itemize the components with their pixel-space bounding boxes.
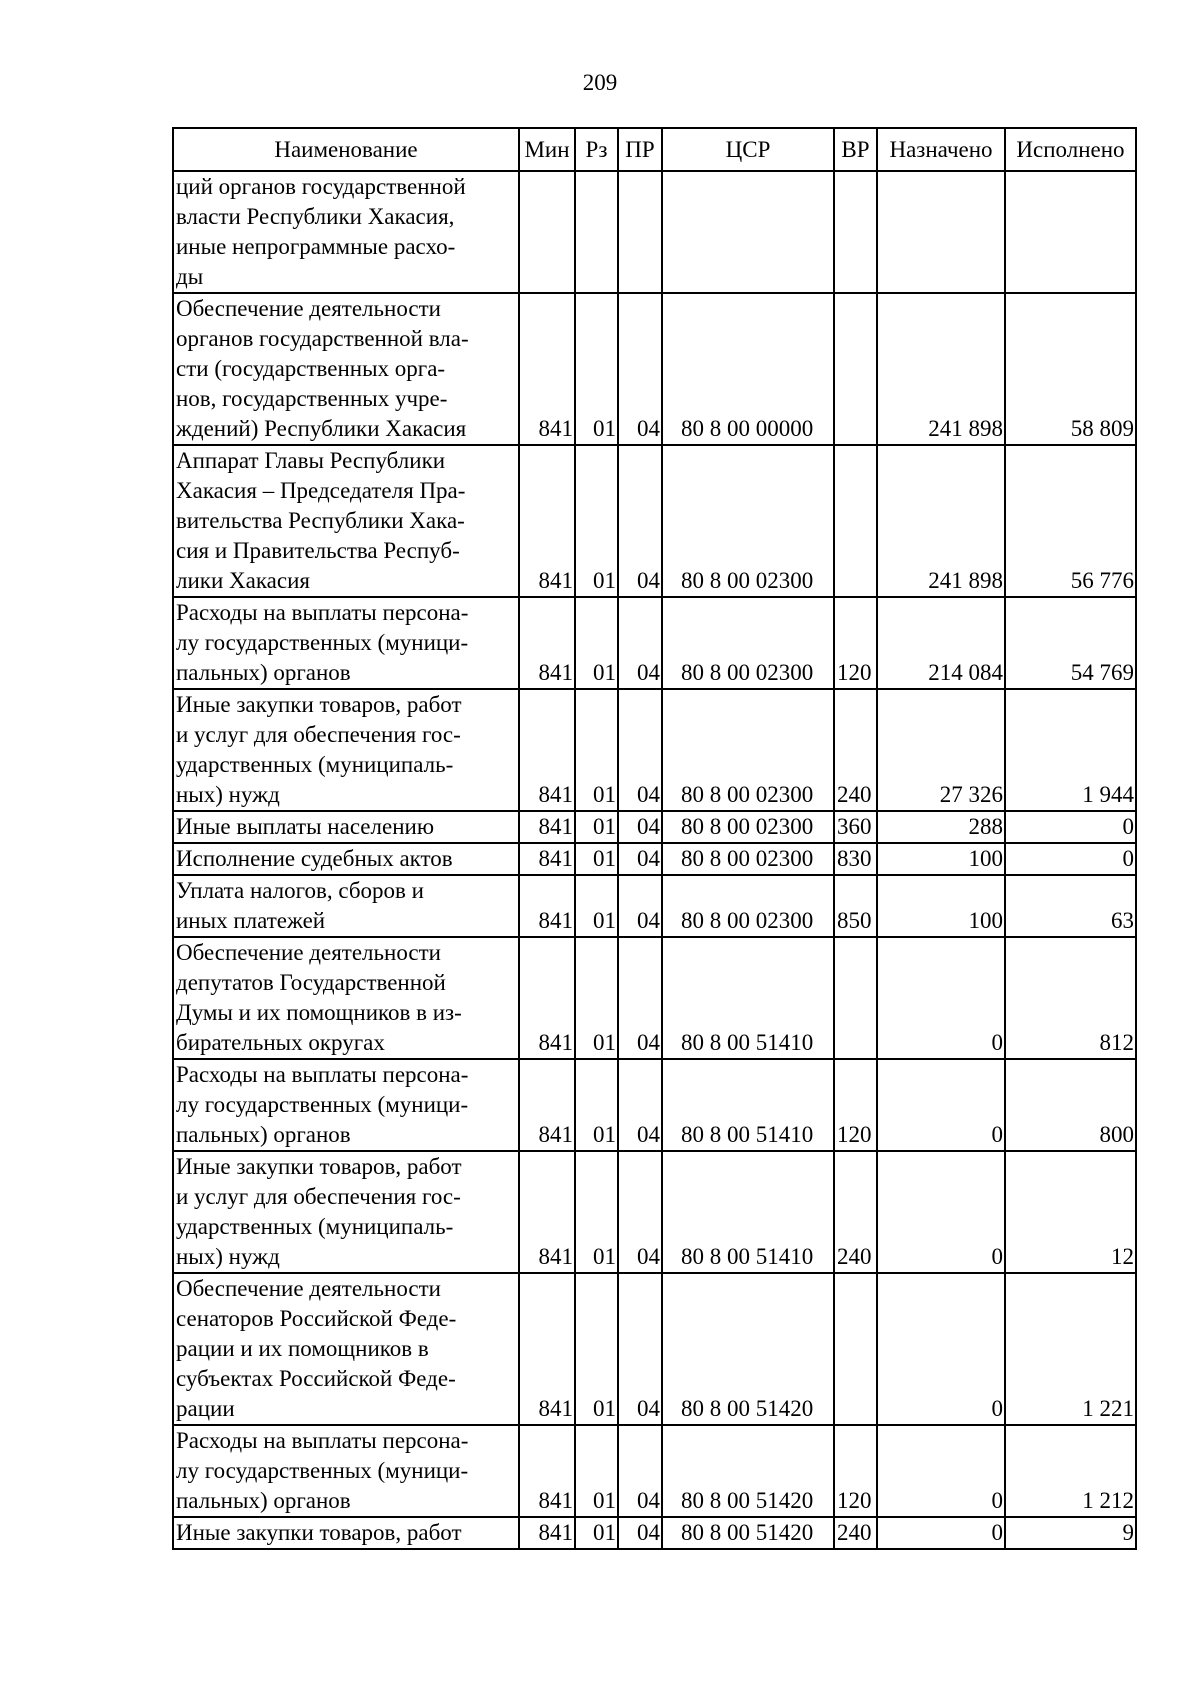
name-line: субъектах Российской Феде- (176, 1366, 456, 1391)
cell-rz: 01 (575, 1517, 618, 1549)
cell-name (173, 875, 519, 937)
name-line: пальных) органов (176, 1488, 351, 1513)
cell-csr: 80 8 00 02300 (662, 689, 834, 811)
cell-min (519, 171, 575, 293)
cell-vr (834, 171, 877, 293)
cell-rz: 01 (575, 597, 618, 689)
cell-name (173, 811, 519, 843)
name-line: Обеспечение деятельности (176, 296, 441, 321)
name-line: Иные закупки товаров, работ (176, 692, 462, 717)
cell-executed: 0 (1005, 811, 1136, 843)
cell-executed: 12 (1005, 1151, 1136, 1273)
cell-vr: 240 (834, 1151, 877, 1273)
cell-rz (575, 171, 618, 293)
name-line: пальных) органов (176, 660, 351, 685)
name-line: Обеспечение деятельности (176, 940, 441, 965)
cell-rz: 01 (575, 843, 618, 875)
cell-min: 841 (519, 1059, 575, 1151)
table-row (173, 1273, 1136, 1425)
budget-table (172, 127, 1137, 1550)
cell-assigned: 0 (877, 937, 1005, 1059)
name-line: иные непрограммные расхо- (176, 234, 456, 259)
cell-executed: 1 221 (1005, 1273, 1136, 1425)
header-executed: Исполнено (1005, 128, 1136, 171)
cell-pr: 04 (618, 293, 662, 445)
cell-executed: 9 (1005, 1517, 1136, 1549)
name-line: Расходы на выплаты персона- (176, 1428, 469, 1453)
cell-name (173, 597, 519, 689)
cell-assigned: 0 (877, 1059, 1005, 1151)
cell-executed: 56 776 (1005, 445, 1136, 597)
cell-rz: 01 (575, 937, 618, 1059)
cell-vr: 240 (834, 689, 877, 811)
cell-assigned: 100 (877, 843, 1005, 875)
name-line: Обеспечение деятельности (176, 1276, 441, 1301)
cell-executed: 800 (1005, 1059, 1136, 1151)
name-line: иных платежей (176, 908, 326, 933)
cell-min: 841 (519, 597, 575, 689)
header-name: Наименование (173, 128, 519, 171)
cell-csr (662, 171, 834, 293)
name-line: Иные закупки товаров, работ (176, 1154, 462, 1179)
name-line: сенаторов Российской Феде- (176, 1306, 457, 1331)
cell-pr: 04 (618, 1273, 662, 1425)
table-row (173, 171, 1136, 293)
cell-assigned: 241 898 (877, 445, 1005, 597)
table-row (173, 937, 1136, 1059)
name-line: сия и Правительства Респуб- (176, 538, 460, 563)
cell-csr: 80 8 00 02300 (662, 597, 834, 689)
cell-pr: 04 (618, 1425, 662, 1517)
cell-rz: 01 (575, 293, 618, 445)
cell-assigned: 214 084 (877, 597, 1005, 689)
cell-pr (618, 171, 662, 293)
cell-csr: 80 8 00 02300 (662, 445, 834, 597)
cell-executed: 54 769 (1005, 597, 1136, 689)
cell-pr: 04 (618, 689, 662, 811)
cell-vr: 240 (834, 1517, 877, 1549)
cell-name (173, 937, 519, 1059)
cell-csr: 80 8 00 51410 (662, 937, 834, 1059)
cell-min: 841 (519, 937, 575, 1059)
cell-csr: 80 8 00 51420 (662, 1273, 834, 1425)
name-line: лики Хакасия (176, 568, 310, 593)
name-line: ций органов государственной (176, 174, 466, 199)
name-line: вительства Республики Хака- (176, 508, 465, 533)
cell-name (173, 445, 519, 597)
name-line: ных) нужд (176, 782, 280, 807)
cell-min: 841 (519, 1425, 575, 1517)
cell-vr: 120 (834, 1425, 877, 1517)
cell-assigned: 100 (877, 875, 1005, 937)
cell-vr (834, 937, 877, 1059)
name-line: ударственных (муниципаль- (176, 1214, 454, 1239)
cell-name (173, 293, 519, 445)
cell-assigned: 241 898 (877, 293, 1005, 445)
cell-min: 841 (519, 811, 575, 843)
cell-name (173, 171, 519, 293)
cell-rz: 01 (575, 1425, 618, 1517)
name-line: Иные выплаты населению (176, 814, 434, 839)
table-row (173, 597, 1136, 689)
cell-executed: 1 944 (1005, 689, 1136, 811)
header-row (173, 128, 1136, 171)
cell-vr: 360 (834, 811, 877, 843)
header-csr: ЦСР (662, 128, 834, 171)
cell-min: 841 (519, 1517, 575, 1549)
name-line: Расходы на выплаты персона- (176, 1062, 469, 1087)
cell-pr: 04 (618, 811, 662, 843)
cell-min: 841 (519, 843, 575, 875)
cell-executed: 0 (1005, 843, 1136, 875)
cell-name (173, 1517, 519, 1549)
cell-csr: 80 8 00 51410 (662, 1059, 834, 1151)
cell-rz: 01 (575, 1059, 618, 1151)
name-line: бирательных округах (176, 1030, 385, 1055)
cell-rz: 01 (575, 1151, 618, 1273)
cell-name (173, 1151, 519, 1273)
cell-assigned: 0 (877, 1517, 1005, 1549)
cell-vr: 120 (834, 1059, 877, 1151)
cell-executed (1005, 171, 1136, 293)
name-line: ждений) Республики Хакасия (176, 416, 467, 441)
table-row (173, 689, 1136, 811)
name-line: Расходы на выплаты персона- (176, 600, 469, 625)
table-body (173, 171, 1136, 1549)
table-row (173, 1425, 1136, 1517)
cell-name (173, 1059, 519, 1151)
name-line: рации (176, 1396, 235, 1421)
cell-assigned: 0 (877, 1151, 1005, 1273)
cell-vr (834, 293, 877, 445)
cell-rz: 01 (575, 689, 618, 811)
name-line: Хакасия – Председателя Пра- (176, 478, 466, 503)
table-row (173, 811, 1136, 843)
name-line: Исполнение судебных актов (176, 846, 453, 871)
cell-csr: 80 8 00 02300 (662, 811, 834, 843)
cell-executed: 812 (1005, 937, 1136, 1059)
cell-pr: 04 (618, 597, 662, 689)
cell-vr: 120 (834, 597, 877, 689)
name-line: сти (государственных орга- (176, 356, 446, 381)
cell-pr: 04 (618, 1059, 662, 1151)
name-line: Иные закупки товаров, работ (176, 1520, 462, 1545)
cell-assigned: 0 (877, 1425, 1005, 1517)
name-line: рации и их помощников в (176, 1336, 429, 1361)
name-line: лу государственных (муници- (176, 1458, 469, 1483)
name-line: власти Республики Хакасия, (176, 204, 455, 229)
cell-rz: 01 (575, 811, 618, 843)
cell-name (173, 843, 519, 875)
name-line: Аппарат Главы Республики (176, 448, 446, 473)
cell-pr: 04 (618, 1517, 662, 1549)
cell-pr: 04 (618, 445, 662, 597)
cell-csr: 80 8 00 51420 (662, 1517, 834, 1549)
cell-vr (834, 445, 877, 597)
cell-name (173, 1273, 519, 1425)
cell-pr: 04 (618, 843, 662, 875)
cell-assigned: 288 (877, 811, 1005, 843)
cell-executed: 58 809 (1005, 293, 1136, 445)
table-row (173, 875, 1136, 937)
name-line: ды (176, 264, 204, 289)
cell-executed: 1 212 (1005, 1425, 1136, 1517)
name-line: Думы и их помощников в из- (176, 1000, 462, 1025)
cell-min: 841 (519, 293, 575, 445)
table-row (173, 445, 1136, 597)
cell-csr: 80 8 00 02300 (662, 875, 834, 937)
name-line: депутатов Государственной (176, 970, 446, 995)
cell-assigned (877, 171, 1005, 293)
cell-csr: 80 8 00 51420 (662, 1425, 834, 1517)
cell-vr: 850 (834, 875, 877, 937)
cell-min: 841 (519, 1273, 575, 1425)
name-line: органов государственной вла- (176, 326, 469, 351)
name-line: лу государственных (муници- (176, 630, 469, 655)
cell-vr (834, 1273, 877, 1425)
name-line: нов, государственных учре- (176, 386, 448, 411)
name-line: ударственных (муниципаль- (176, 752, 454, 777)
cell-csr: 80 8 00 51410 (662, 1151, 834, 1273)
cell-rz: 01 (575, 445, 618, 597)
table-row (173, 293, 1136, 445)
name-line: пальных) органов (176, 1122, 351, 1147)
header-pr: ПР (618, 128, 662, 171)
name-line: Уплата налогов, сборов и (176, 878, 424, 903)
cell-name (173, 1425, 519, 1517)
name-line: ных) нужд (176, 1244, 280, 1269)
page-number: 209 (582, 70, 618, 95)
cell-vr: 830 (834, 843, 877, 875)
cell-pr: 04 (618, 875, 662, 937)
cell-csr: 80 8 00 02300 (662, 843, 834, 875)
cell-assigned: 27 326 (877, 689, 1005, 811)
cell-min: 841 (519, 875, 575, 937)
cell-csr: 80 8 00 00000 (662, 293, 834, 445)
header-min: Мин (519, 128, 575, 171)
header-vr: ВР (834, 128, 877, 171)
cell-name (173, 689, 519, 811)
cell-min: 841 (519, 1151, 575, 1273)
table-row (173, 1059, 1136, 1151)
table-row (173, 1517, 1136, 1549)
name-line: и услуг для обеспечения гос- (176, 722, 461, 747)
cell-min: 841 (519, 445, 575, 597)
cell-min: 841 (519, 689, 575, 811)
cell-rz: 01 (575, 1273, 618, 1425)
name-line: лу государственных (муници- (176, 1092, 469, 1117)
cell-rz: 01 (575, 875, 618, 937)
cell-executed: 63 (1005, 875, 1136, 937)
table-row (173, 1151, 1136, 1273)
name-line: и услуг для обеспечения гос- (176, 1184, 461, 1209)
cell-assigned: 0 (877, 1273, 1005, 1425)
cell-pr: 04 (618, 937, 662, 1059)
table-row (173, 843, 1136, 875)
header-rz: Рз (575, 128, 618, 171)
cell-pr: 04 (618, 1151, 662, 1273)
header-assigned: Назначено (877, 128, 1005, 171)
